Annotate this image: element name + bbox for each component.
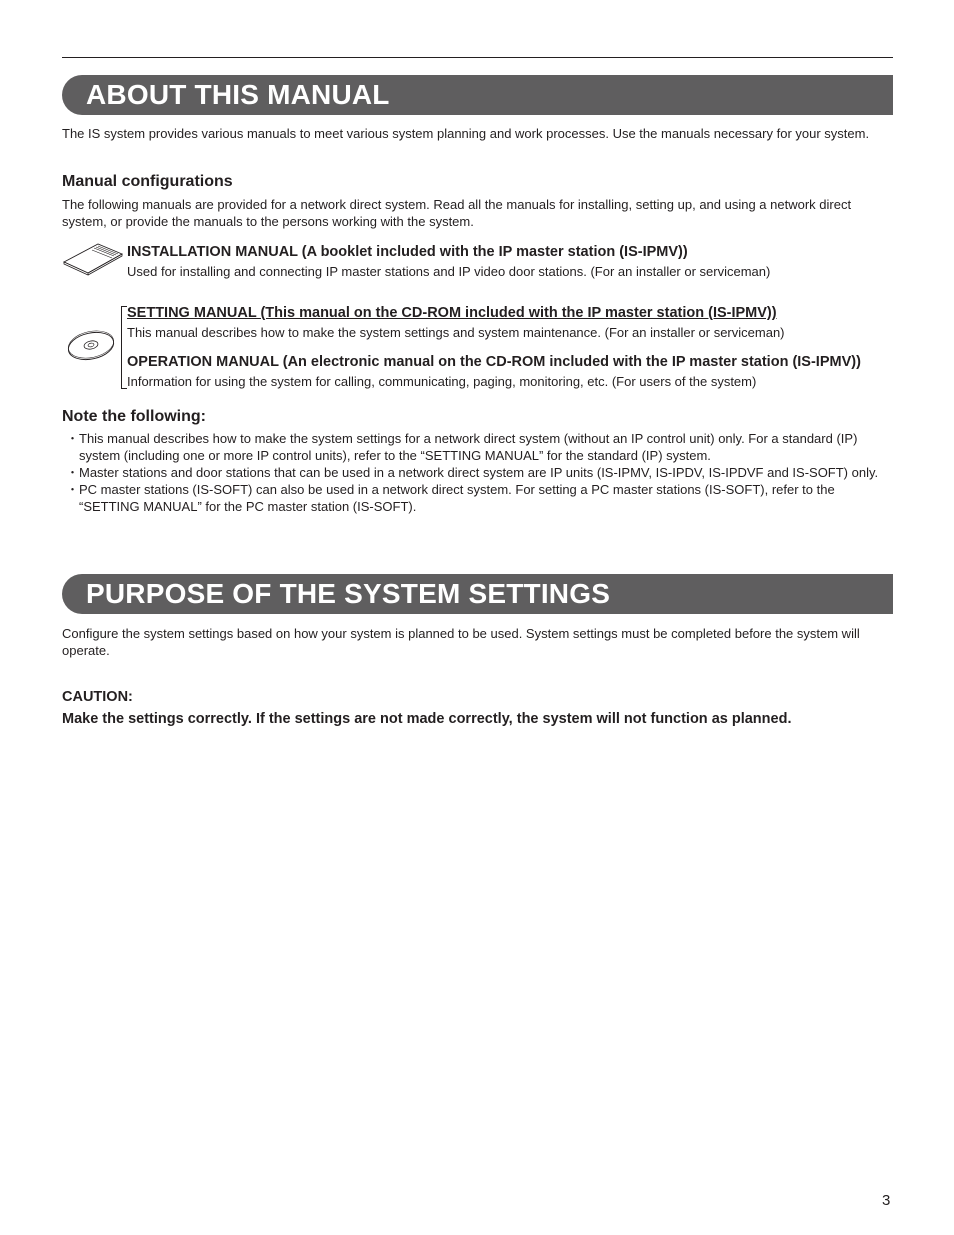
operation-manual-title: OPERATION MANUAL (An electronic manual on the CD-ROM included with the IP master station (IS-IPMV)) bbox=[127, 354, 861, 370]
top-rule bbox=[62, 57, 893, 58]
operation-manual-desc: Information for using the system for calling, communicating, paging, monitoring, etc. (For users of the system) bbox=[127, 374, 757, 389]
installation-manual-desc: Used for installing and connecting IP master stations and IP video door stations. (For an installer or serviceman) bbox=[127, 264, 771, 279]
bullet: ・ bbox=[66, 431, 80, 446]
caution-text: Make the settings correctly. If the settings are not made correctly, the system will not function as planned. bbox=[62, 711, 792, 727]
notes-heading: Note the following: bbox=[62, 408, 206, 425]
setting-manual-title: SETTING MANUAL (This manual on the CD-ROM included with the IP master station (IS-IPMV)) bbox=[127, 305, 777, 321]
notes-list bbox=[62, 430, 894, 515]
list-item bbox=[62, 481, 894, 515]
section-header-purpose: PURPOSE OF THE SYSTEM SETTINGS bbox=[62, 574, 893, 614]
manual-configurations-heading: Manual configurations bbox=[62, 173, 233, 190]
page-number: 3 bbox=[882, 1192, 891, 1209]
about-intro: The IS system provides various manuals to meet various system planning and work processes. Use the manuals necessary for your system. bbox=[62, 126, 870, 141]
list-item bbox=[62, 464, 894, 481]
note-text: PC master stations (IS-SOFT) can also be used in a network direct system. For setting a PC master stations (IS-SOFT), refer to the “SETTING MANUAL” for the PC master station (IS-SOFT). bbox=[79, 482, 835, 514]
note-text: This manual describes how to make the system settings for a network direct system (without an IP control unit) only. For a standard (IP) system (including one or more IP control units), refer to the “SETTING MANUAL” for the standard (IP) system. bbox=[79, 431, 858, 463]
section-header-about: ABOUT THIS MANUAL bbox=[62, 75, 893, 115]
cd-rom-icon bbox=[66, 330, 116, 362]
bullet: ・ bbox=[66, 482, 80, 497]
note-text: Master stations and door stations that can be used in a network direct system are IP units (IS-IPMV, IS-IPDV, IS-IPDVF and IS-SOFT) only. bbox=[79, 465, 879, 480]
purpose-text: Configure the system settings based on how your system is planned to be used. System settings must be completed before the system will operate. bbox=[62, 626, 860, 658]
list-item bbox=[62, 430, 894, 464]
bullet: ・ bbox=[66, 465, 80, 480]
booklet-icon bbox=[62, 242, 124, 276]
setting-manual-desc: This manual describes how to make the system settings and system maintenance. (For an installer or serviceman) bbox=[127, 325, 785, 340]
installation-manual-title: INSTALLATION MANUAL (A booklet included with the IP master station (IS-IPMV)) bbox=[127, 244, 688, 260]
caution-label: CAUTION: bbox=[62, 689, 133, 705]
manual-configurations-text: The following manuals are provided for a network direct system. Read all the manuals for installing, setting up, and using a network direct system, or provide the manuals to the persons working with the system. bbox=[62, 197, 852, 229]
